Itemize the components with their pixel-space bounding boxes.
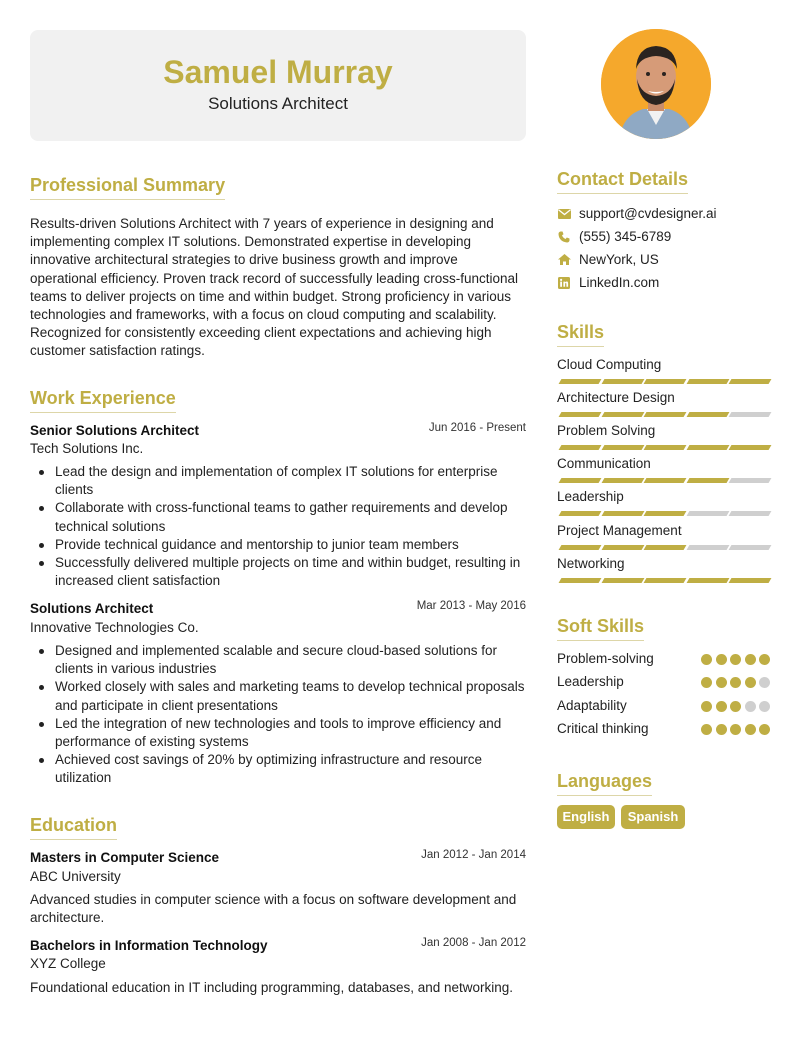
soft-skill-rating (701, 724, 771, 735)
skill-segment (644, 379, 687, 384)
skill-segment (601, 545, 644, 550)
skills-heading: Skills (557, 322, 604, 347)
skill-segment (686, 412, 729, 417)
envelope-icon (557, 207, 571, 221)
linkedin-icon (557, 276, 571, 290)
skill-segment (729, 578, 772, 583)
rating-dot (759, 701, 770, 712)
summary-heading: Professional Summary (30, 175, 225, 200)
education-heading: Education (30, 815, 117, 840)
rating-dot (730, 677, 741, 688)
contact-linkedin[interactable] (557, 275, 659, 290)
skill-label: Project Management (557, 523, 682, 538)
rating-dot (730, 724, 741, 735)
skill-segment (559, 412, 602, 417)
rating-dot (716, 654, 727, 665)
skill-segment (601, 412, 644, 417)
rating-dot (701, 724, 712, 735)
skill-segment (729, 511, 772, 516)
skill-label: Leadership (557, 489, 624, 504)
skill-rating-bar (557, 511, 769, 516)
location-text: NewYork, US (579, 252, 659, 267)
skill-segment (601, 578, 644, 583)
rating-dot (745, 701, 756, 712)
degree-date: Jan 2008 - Jan 2012 (421, 937, 526, 949)
rating-dot (730, 654, 741, 665)
skill-segment (559, 578, 602, 583)
degree-title: Bachelors in Information Technology (30, 938, 268, 953)
language-tag: English (557, 805, 615, 829)
skill-label: Communication (557, 456, 651, 471)
skill-segment (729, 478, 772, 483)
soft-skill-rating (701, 677, 771, 688)
skill-rating-bar (557, 545, 769, 550)
rating-dot (716, 724, 727, 735)
job-date: Mar 2013 - May 2016 (416, 600, 526, 612)
skill-segment (644, 578, 687, 583)
skill-segment (559, 511, 602, 516)
phone-icon (557, 230, 571, 244)
job-bullet: Lead the design and implementation of complex IT solutions for enterprise clients (30, 463, 526, 499)
soft-skill-rating (701, 701, 771, 712)
rating-dot (701, 701, 712, 712)
job-bullet: Led the integration of new technologies and tools to improve efficiency and performance of existing systems (30, 715, 526, 751)
skill-segment (644, 478, 687, 483)
soft-skill-rating (701, 654, 771, 665)
soft-skill-label: Adaptability (557, 698, 627, 713)
job-company: Tech Solutions Inc. (30, 441, 144, 456)
job-bullet: Designed and implemented scalable and secure cloud-based solutions for clients in various industries (30, 642, 526, 678)
job-bullet: Successfully delivered multiple projects on time and within budget, resulting in increased client satisfaction (30, 554, 526, 590)
skill-segment (729, 445, 772, 450)
job-bullets (30, 463, 526, 590)
skill-label: Cloud Computing (557, 357, 662, 372)
degree-description: Advanced studies in computer science with a focus on software development and architecture. (30, 892, 517, 926)
job-title: Solutions Architect (30, 601, 154, 616)
contact-location (557, 252, 659, 267)
rating-dot (759, 677, 770, 688)
skill-segment (559, 478, 602, 483)
skill-segment (686, 445, 729, 450)
job-bullet: Collaborate with cross-functional teams to gather requirements and develop technical solutions (30, 499, 526, 535)
candidate-name: Samuel Murray (163, 54, 393, 90)
skill-segment (559, 379, 602, 384)
job-bullet: Worked closely with sales and marketing teams to develop technical proposals and participate in client presentations (30, 678, 526, 714)
rating-dot (701, 677, 712, 688)
skill-label: Architecture Design (557, 390, 675, 405)
skill-segment (686, 578, 729, 583)
school-name: XYZ College (30, 956, 106, 971)
rating-dot (745, 677, 756, 688)
skill-segment (559, 445, 602, 450)
rating-dot (745, 724, 756, 735)
skill-segment (601, 379, 644, 384)
skill-segment (601, 445, 644, 450)
rating-dot (716, 701, 727, 712)
skill-segment (644, 445, 687, 450)
name-header (30, 30, 526, 141)
skill-segment (686, 545, 729, 550)
job-bullet: Achieved cost savings of 20% by optimizing infrastructure and resource utilization (30, 751, 526, 787)
phone-text: (555) 345-6789 (579, 229, 672, 244)
rating-dot (716, 677, 727, 688)
school-name: ABC University (30, 869, 121, 884)
skill-rating-bar (557, 412, 769, 417)
contact-phone[interactable] (557, 229, 671, 244)
contact-heading: Contact Details (557, 169, 688, 194)
skill-label: Networking (557, 556, 625, 571)
skill-segment (644, 545, 687, 550)
rating-dot (759, 654, 770, 665)
skill-segment (729, 379, 772, 384)
degree-title: Masters in Computer Science (30, 850, 220, 865)
job-company: Innovative Technologies Co. (30, 620, 199, 635)
linkedin-text: LinkedIn.com (579, 275, 660, 290)
skill-segment (729, 545, 772, 550)
job-date: Jun 2016 - Present (428, 422, 526, 434)
skill-segment (559, 545, 602, 550)
job-title: Senior Solutions Architect (30, 423, 200, 438)
contact-email[interactable] (557, 206, 717, 221)
summary-text: Results-driven Solutions Architect with 7 years of experience in designing and implementing complex IT solutions. Demonstrated expertise in developing innovative architectural strategies to drive business growth and improve operational efficiency. Proven track record of successfully leading cross-functional teams to deliver projects on time and within budget. Strong proficiency in various technologies and frameworks, with a focus on cloud computing and scalability. Recognized for consistently exceeding client expectations and achieving high customer satisfaction ratings. (30, 216, 518, 359)
skill-segment (686, 379, 729, 384)
skill-rating-bar (557, 445, 769, 450)
skill-segment (686, 511, 729, 516)
languages-heading: Languages (557, 771, 652, 796)
soft-skill-label: Problem-solving (557, 651, 654, 666)
degree-description: Foundational education in IT including programming, databases, and networking. (30, 980, 514, 995)
email-text: support@cvdesigner.ai (579, 206, 717, 221)
rating-dot (730, 701, 741, 712)
soft-skill-label: Critical thinking (557, 721, 649, 736)
skill-label: Problem Solving (557, 423, 656, 438)
degree-date: Jan 2012 - Jan 2014 (421, 849, 526, 861)
skill-segment (644, 511, 687, 516)
profile-photo (601, 29, 711, 139)
skill-segment (644, 412, 687, 417)
candidate-title: Solutions Architect (208, 94, 348, 113)
skill-segment (601, 511, 644, 516)
soft-skill-label: Leadership (557, 674, 624, 689)
skill-rating-bar (557, 578, 769, 583)
language-tag: Spanish (621, 805, 685, 829)
job-bullet: Provide technical guidance and mentorship to junior team members (30, 536, 526, 554)
rating-dot (745, 654, 756, 665)
rating-dot (759, 724, 770, 735)
soft-skills-heading: Soft Skills (557, 616, 644, 641)
skill-rating-bar (557, 478, 769, 483)
home-icon (557, 253, 571, 267)
skill-segment (601, 478, 644, 483)
skill-segment (729, 412, 772, 417)
skill-segment (686, 478, 729, 483)
job-bullets (30, 642, 526, 788)
skill-rating-bar (557, 379, 769, 384)
rating-dot (701, 654, 712, 665)
experience-heading: Work Experience (30, 388, 176, 413)
